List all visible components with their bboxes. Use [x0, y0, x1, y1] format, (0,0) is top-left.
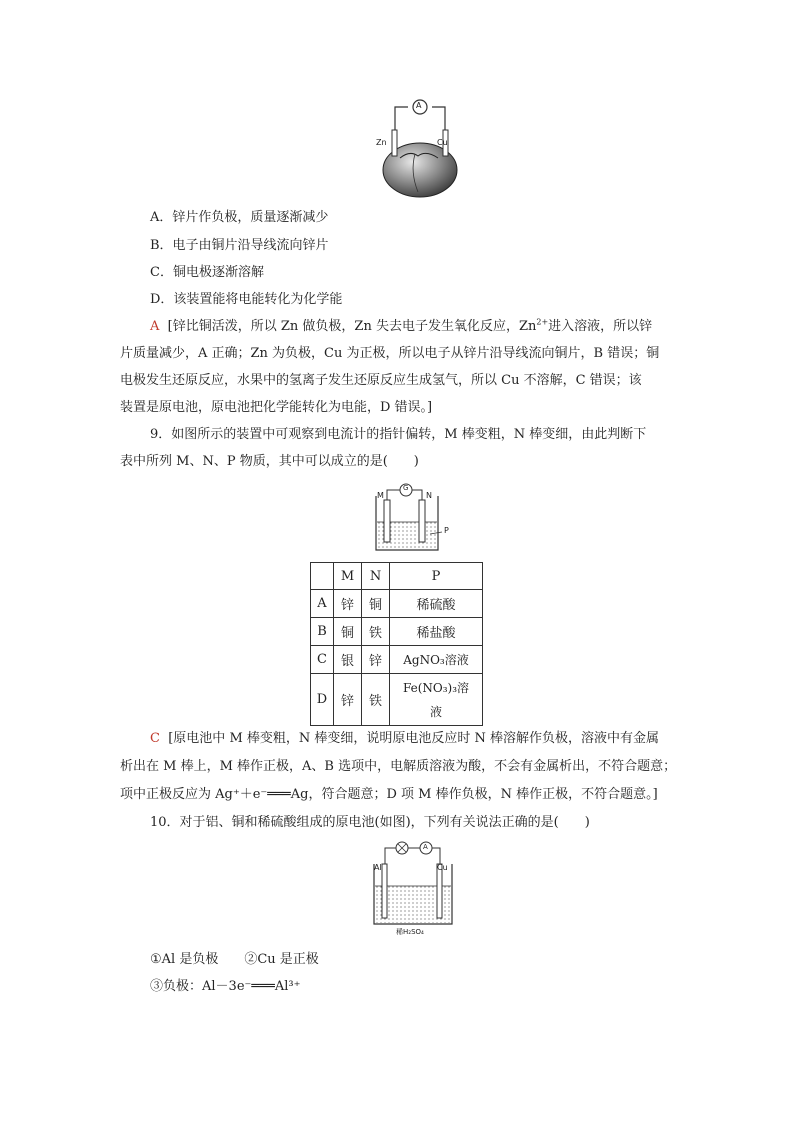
q8-answer-letter: A [150, 319, 160, 334]
al-cu-cell-diagram [368, 838, 464, 936]
q8-option-c: C．铜电极逐渐溶解 [150, 265, 264, 280]
q8-option-d: D．该装置能将电能转化为化学能 [150, 292, 343, 307]
q8-explanation-line-2: 片质量减少，A 正确；Zn 为负极，Cu 为正极，所以电子从锌片沿导线流向铜片，B 错误；铜 [120, 346, 660, 361]
al-label: Al [374, 863, 382, 872]
table-header [311, 563, 334, 590]
p-label: P [444, 526, 449, 535]
cu-label: Cu [437, 863, 448, 872]
m-label: M [377, 491, 384, 500]
q8-option-a: A．锌片作负极，质量逐渐减少 [150, 210, 329, 225]
solution-label: 稀H₂SO₄ [396, 928, 424, 936]
ammeter-label: A [423, 843, 428, 851]
q8-explanation-line-4: 装置是原电池，原电池把化学能转化为电能，D 错误。] [120, 400, 433, 415]
table-row: C 银 锌 AgNO₃溶液 [311, 646, 483, 674]
n-label: N [426, 491, 432, 500]
q9-stem-line-1: 9．如图所示的装置中可观察到电流计的指针偏转，M 棒变粗，N 棒变细，由此判断下 [150, 427, 647, 442]
cu-rod [437, 864, 442, 918]
galvanometer-label: G [403, 484, 409, 492]
n-rod [419, 500, 425, 542]
q8-explanation-line-3: 电极发生还原反应，水果中的氢离子发生还原反应生成氢气，所以 Cu 不溶解，C 错误；该 [120, 373, 642, 388]
zn-label: Zn [376, 138, 387, 147]
al-rod [382, 864, 387, 918]
q10-statement-1: ①Al 是负极 ②Cu 是正极 [150, 952, 319, 967]
q8-explanation-line-1: A [锌比铜活泼，所以 Zn 做负极，Zn 失去电子发生氧化反应，$Zn^{2+}$进入溶液，所以锌 [150, 317, 653, 334]
q9-explanation-line-1: C [原电池中 M 棒变粗，N 棒变细，说明原电池反应时 N 棒溶解作负极，溶液中有金属 [150, 731, 660, 746]
q9-answer-letter: C [150, 731, 160, 746]
cu-label: Cu [437, 138, 448, 147]
m-rod [384, 500, 390, 542]
q8-option-b: B．电子由铜片沿导线流向锌片 [150, 238, 329, 253]
table-header: M [334, 563, 362, 590]
q9-stem-line-2: 表中所列 M、N、P 物质，其中可以成立的是( ) [120, 454, 419, 469]
table-header: N [362, 563, 390, 590]
ammeter-label: A [416, 101, 422, 110]
table-row: D 锌 铁 Fe(NO₃)₃溶 液 [311, 674, 483, 726]
q10-stem: 10．对于铝、铜和稀硫酸组成的原电池(如图)，下列有关说法正确的是( ) [150, 815, 590, 830]
q10-statement-2: ③负极：Al－3e⁻═══Al³⁺ [150, 979, 301, 994]
zn-electrode [392, 130, 397, 156]
table-row: B 铜 铁 稀盐酸 [311, 618, 483, 646]
q9-table [310, 562, 483, 726]
table-header: P [390, 563, 483, 590]
table-row: A 锌 铜 稀硫酸 [311, 590, 483, 618]
q9-explanation-line-3: 项中正极反应为 Ag⁺＋e⁻═══Ag，符合题意；D 项 M 棒作负极，N 棒作正极，不符合题意。] [120, 787, 658, 802]
q9-explanation-line-2: 析出在 M 棒上，M 棒作正极，A、B 选项中，电解质溶液为酸，不会有金属析出，不符合题意； [120, 759, 677, 774]
